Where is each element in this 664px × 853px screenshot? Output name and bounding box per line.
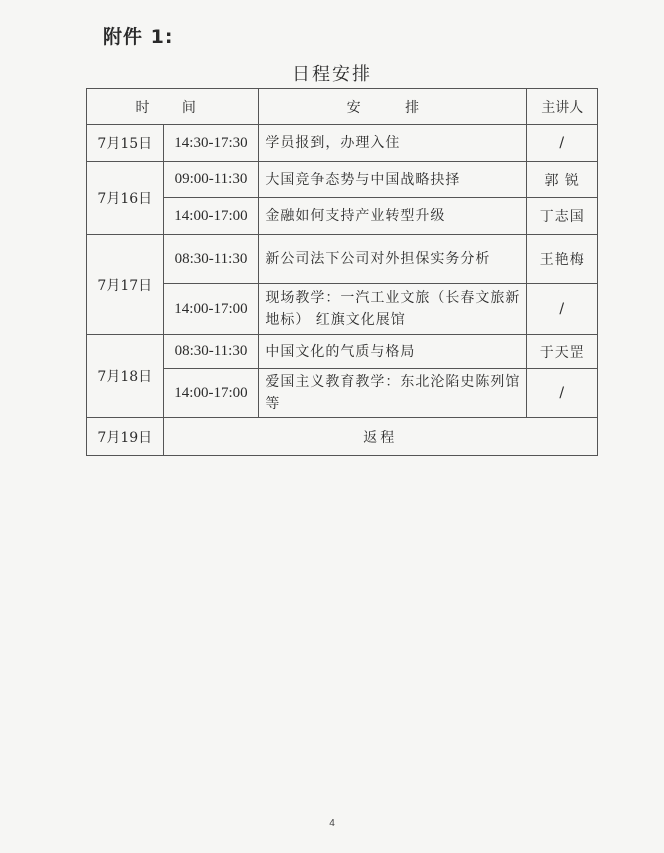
activity-cell: 中国文化的气质与格局 — [259, 335, 527, 369]
activity-cell: 学员报到，办理入住 — [259, 125, 527, 162]
table-header-row — [87, 89, 598, 125]
time-cell: 08:30-11:30 — [163, 235, 259, 284]
table-row — [87, 198, 598, 235]
date-cell: 7月18日 — [87, 335, 164, 418]
page-number: 4 — [329, 818, 335, 829]
table-row — [87, 369, 598, 418]
speaker-cell: 郭 锐 — [527, 162, 598, 198]
attachment-label: 附件 1: — [103, 26, 174, 48]
table-row — [87, 284, 598, 335]
time-cell: 14:00-17:00 — [163, 369, 259, 418]
page-title: 日程安排 — [292, 64, 372, 85]
activity-cell: 现场教学：一汽工业文旅（长春文旅新地标） 红旗文化展馆 — [259, 284, 527, 335]
speaker-cell: 王艳梅 — [527, 235, 598, 284]
speaker-cell: 于天罡 — [527, 335, 598, 369]
date-cell: 7月19日 — [87, 418, 164, 456]
activity-cell: 大国竞争态势与中国战略抉择 — [259, 162, 527, 198]
schedule-table — [86, 88, 598, 456]
table-row — [87, 335, 598, 369]
speaker-cell: / — [527, 125, 598, 162]
table-row — [87, 235, 598, 284]
time-cell: 08:30-11:30 — [163, 335, 259, 369]
activity-cell: 爱国主义教育教学：东北沦陷史陈列馆等 — [259, 369, 527, 418]
activity-cell: 金融如何支持产业转型升级 — [259, 198, 527, 235]
header-speaker: 主讲人 — [527, 89, 598, 125]
speaker-cell: / — [527, 369, 598, 418]
table-row — [87, 125, 598, 162]
activity-cell: 返程 — [163, 418, 597, 456]
date-cell: 7月16日 — [87, 162, 164, 235]
speaker-cell: 丁志国 — [527, 198, 598, 235]
time-cell: 09:00-11:30 — [163, 162, 259, 198]
table-row — [87, 418, 598, 456]
activity-cell: 新公司法下公司对外担保实务分析 — [259, 235, 527, 284]
time-cell: 14:00-17:00 — [163, 198, 259, 235]
speaker-cell: / — [527, 284, 598, 335]
header-arrangement: 安 排 — [259, 89, 527, 125]
time-cell: 14:00-17:00 — [163, 284, 259, 335]
header-time: 时 间 — [87, 89, 259, 125]
time-cell: 14:30-17:30 — [163, 125, 259, 162]
date-cell: 7月17日 — [87, 235, 164, 335]
table-row — [87, 162, 598, 198]
date-cell: 7月15日 — [87, 125, 164, 162]
